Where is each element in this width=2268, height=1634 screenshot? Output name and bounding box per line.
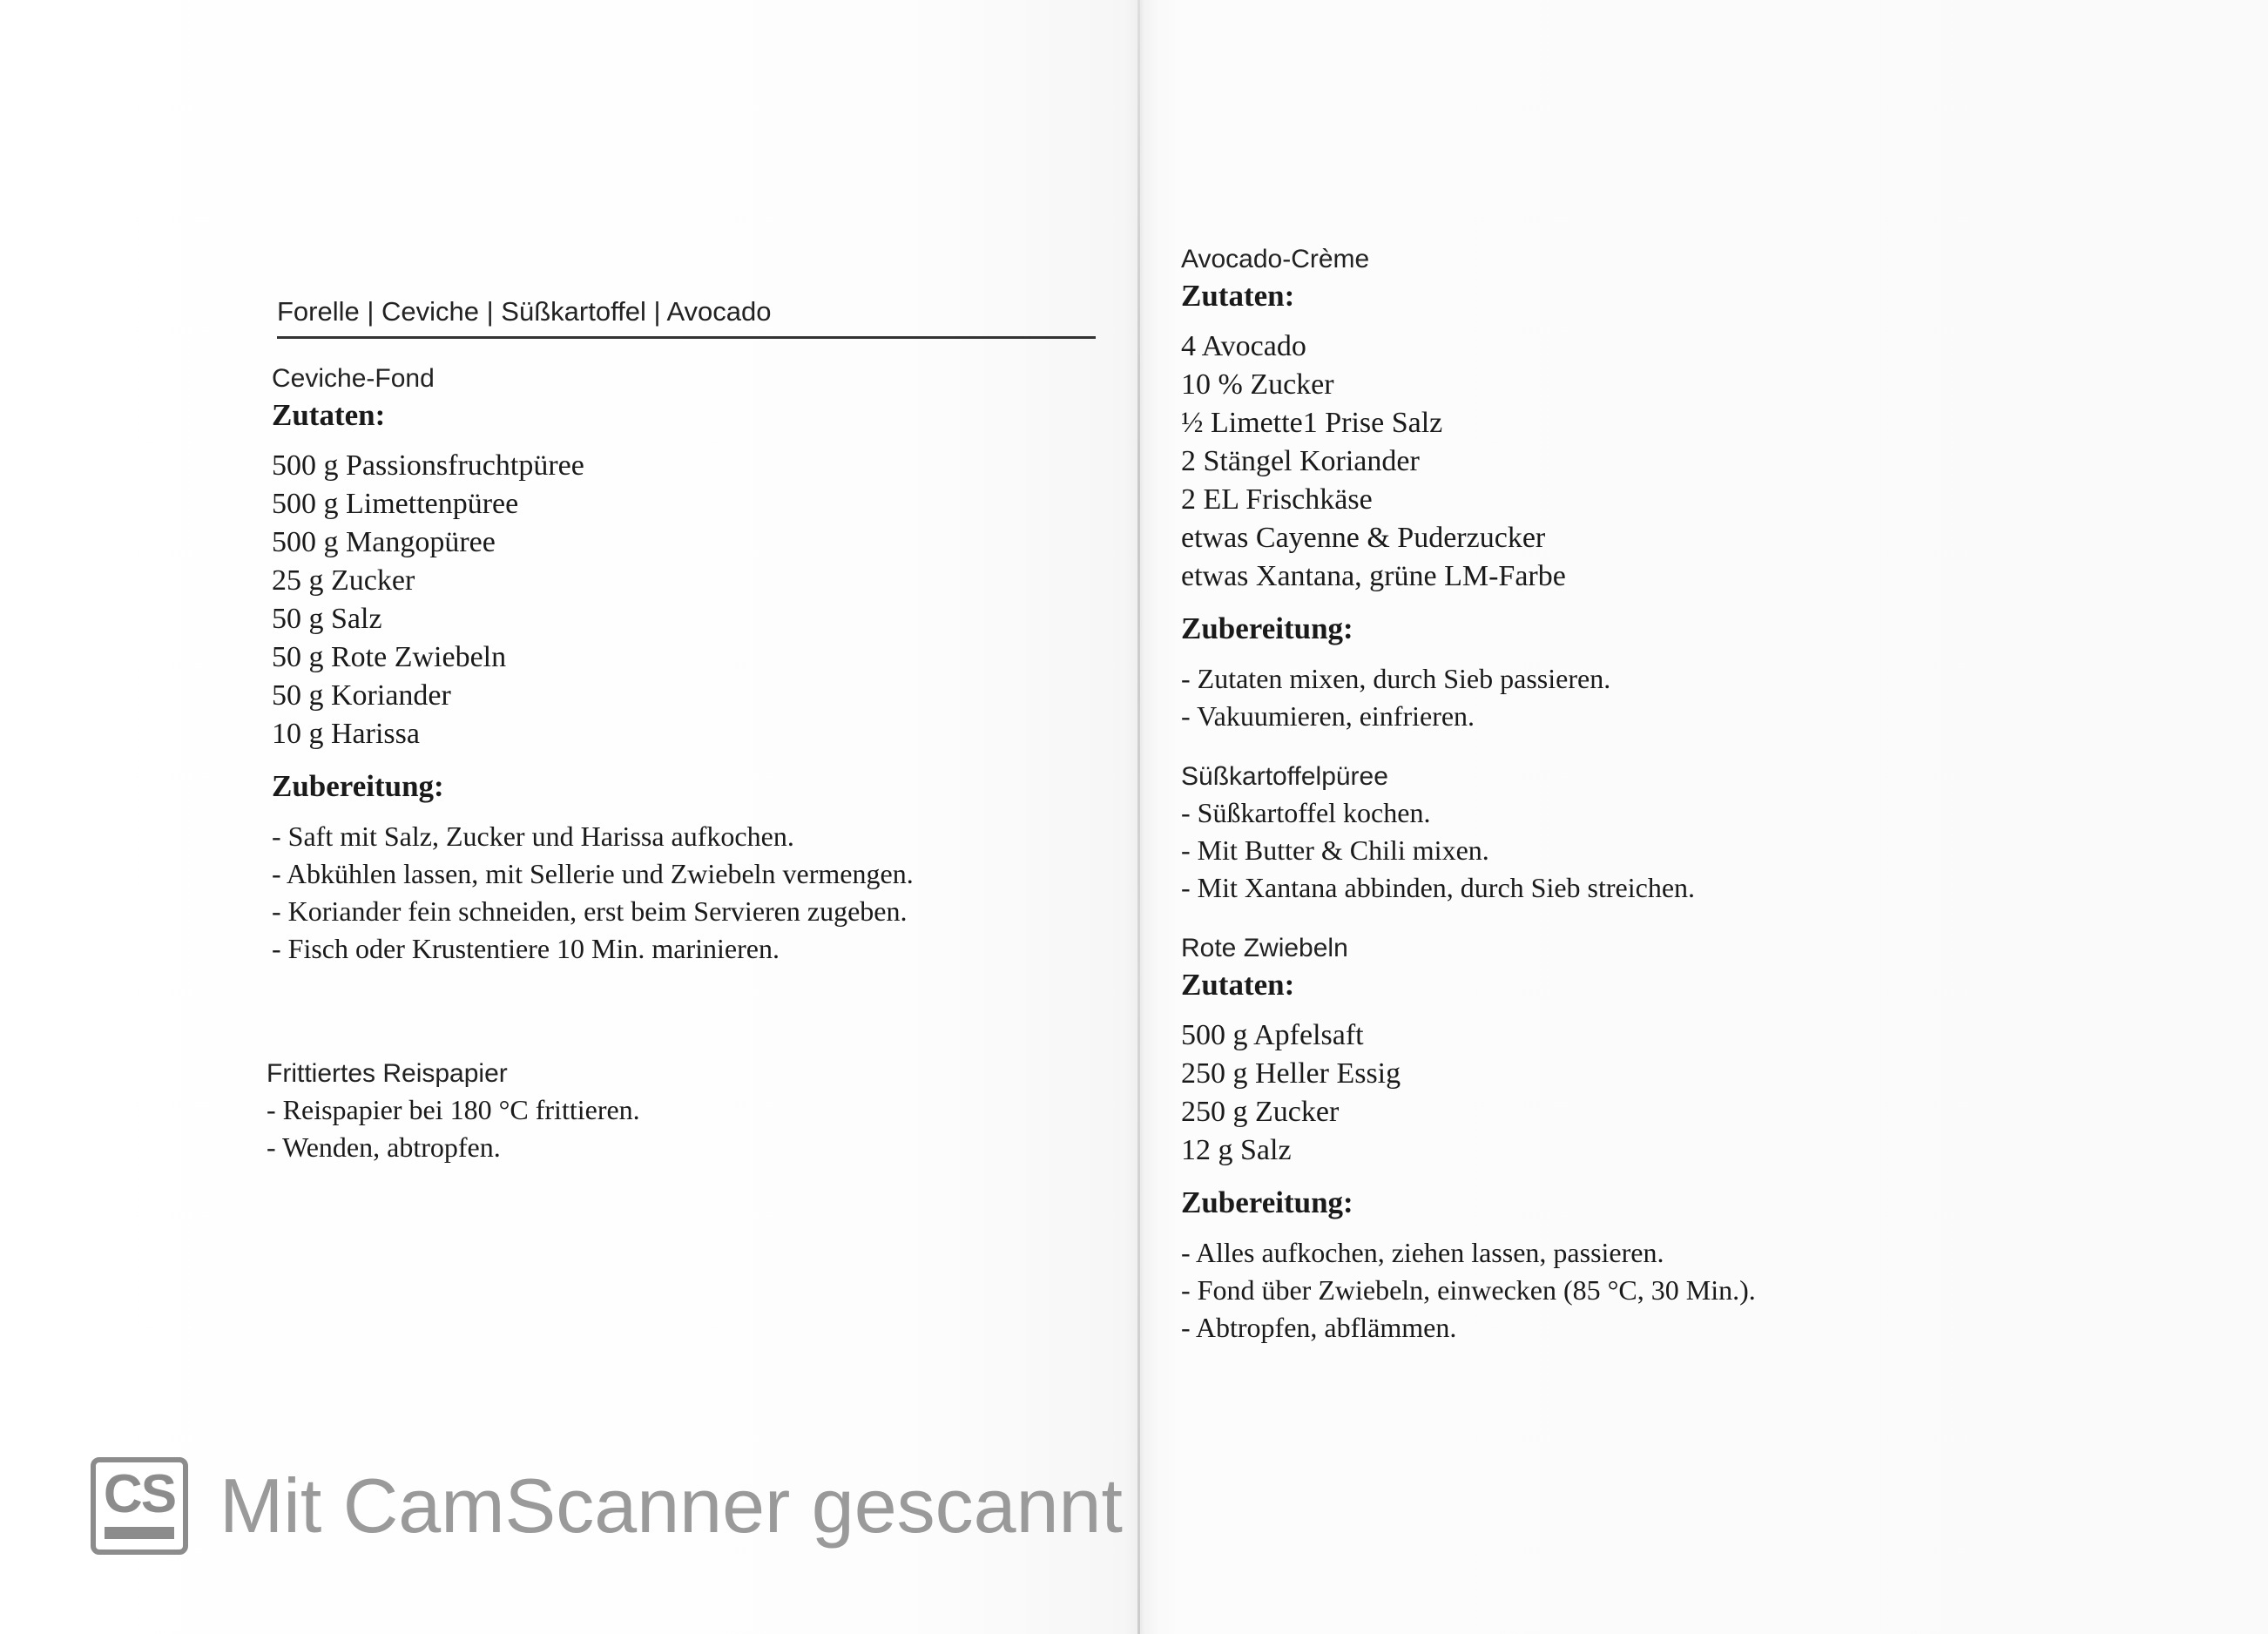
list-item: ½ Limette1 Prise Salz — [1181, 407, 1443, 439]
section-rote-zwiebeln — [1181, 931, 2139, 1347]
camscanner-watermark — [91, 1455, 1123, 1557]
logo-text: CS — [103, 1464, 176, 1524]
section-reispapier — [267, 1057, 1099, 1166]
preparation-label: Zubereitung: — [272, 769, 444, 803]
list-item: 500 g Mangopüree — [272, 526, 496, 558]
steps-list — [267, 1091, 1099, 1166]
left-column — [267, 296, 1099, 1166]
steps-list — [1181, 660, 2139, 735]
section-title: Ceviche-Fond — [272, 364, 435, 393]
watermark-text: Mit CamScanner gescannt — [219, 1462, 1123, 1549]
list-item: 2 EL Frischkäse — [1181, 483, 1373, 516]
list-item: - Fond über Zwiebeln, einwecken (85 °C, 30 Min.). — [1181, 1274, 1756, 1306]
steps-list — [1181, 1234, 2139, 1347]
section-suesskartoffelpueree — [1181, 760, 2139, 907]
list-item: 2 Stängel Koriander — [1181, 445, 1420, 477]
list-item: - Abkühlen lassen, mit Sellerie und Zwiebeln vermengen. — [272, 858, 914, 889]
recipe-title: Forelle | Ceviche | Süßkartoffel | Avocado — [277, 296, 1096, 339]
list-item: - Mit Butter & Chili mixen. — [1181, 834, 1489, 866]
section-title: Süßkartoffelpüree — [1181, 762, 1388, 791]
steps-list — [1181, 794, 2139, 907]
list-item: - Zutaten mixen, durch Sieb passieren. — [1181, 663, 1611, 694]
list-item: 50 g Rote Zwiebeln — [272, 641, 507, 673]
list-item: - Mit Xantana abbinden, durch Sieb streichen. — [1181, 872, 1696, 903]
list-item: etwas Cayenne & Puderzucker — [1181, 522, 1546, 554]
list-item: - Fisch oder Krustentiere 10 Min. marinieren. — [272, 933, 780, 964]
ingredients-list — [1181, 327, 2139, 596]
list-item: - Abtropfen, abflämmen. — [1181, 1312, 1457, 1343]
section-avocado-creme — [1181, 242, 2139, 735]
page-fold-shadow — [1124, 0, 1158, 1634]
ingredients-list — [272, 447, 1099, 753]
list-item: - Süßkartoffel kochen. — [1181, 797, 1431, 828]
ingredients-label: Zutaten: — [1181, 968, 1295, 1002]
list-item: 4 Avocado — [1181, 330, 1306, 362]
list-item: 250 g Zucker — [1181, 1096, 1340, 1128]
list-item: - Saft mit Salz, Zucker und Harissa aufkochen. — [272, 820, 794, 852]
logo-bar — [105, 1527, 174, 1539]
camscanner-logo-icon — [91, 1457, 188, 1555]
list-item: 50 g Koriander — [272, 679, 451, 712]
list-item: - Alles aufkochen, ziehen lassen, passieren. — [1181, 1237, 1664, 1268]
list-item: 10 g Harissa — [272, 718, 420, 750]
preparation-label: Zubereitung: — [1181, 1185, 1353, 1219]
list-item: etwas Xantana, grüne LM-Farbe — [1181, 560, 1566, 592]
preparation-label: Zubereitung: — [1181, 611, 1353, 645]
list-item: 25 g Zucker — [272, 564, 415, 597]
page-fold — [1137, 0, 1140, 1634]
section-title: Frittiertes Reispapier — [267, 1059, 508, 1088]
right-column — [1181, 242, 2139, 1347]
list-item: 50 g Salz — [272, 603, 382, 635]
list-item: 500 g Apfelsaft — [1181, 1019, 1364, 1051]
list-item: 500 g Limettenpüree — [272, 488, 519, 520]
list-item: - Wenden, abtropfen. — [267, 1131, 501, 1163]
ingredients-label: Zutaten: — [272, 398, 386, 432]
list-item: 500 g Passionsfruchtpüree — [272, 449, 584, 482]
ingredients-label: Zutaten: — [1181, 279, 1295, 313]
list-item: 250 g Heller Essig — [1181, 1057, 1401, 1090]
list-item: - Vakuumieren, einfrieren. — [1181, 700, 1475, 732]
list-item: 10 % Zucker — [1181, 368, 1334, 401]
list-item: - Reispapier bei 180 °C frittieren. — [267, 1094, 640, 1125]
section-title: Avocado-Crème — [1181, 245, 1370, 273]
list-item: 12 g Salz — [1181, 1134, 1292, 1166]
section-ceviche-fond — [272, 361, 1099, 968]
steps-list — [272, 818, 1099, 968]
ingredients-list — [1181, 1016, 2139, 1170]
section-title: Rote Zwiebeln — [1181, 934, 1348, 962]
list-item: - Koriander fein schneiden, erst beim Servieren zugeben. — [272, 895, 908, 927]
